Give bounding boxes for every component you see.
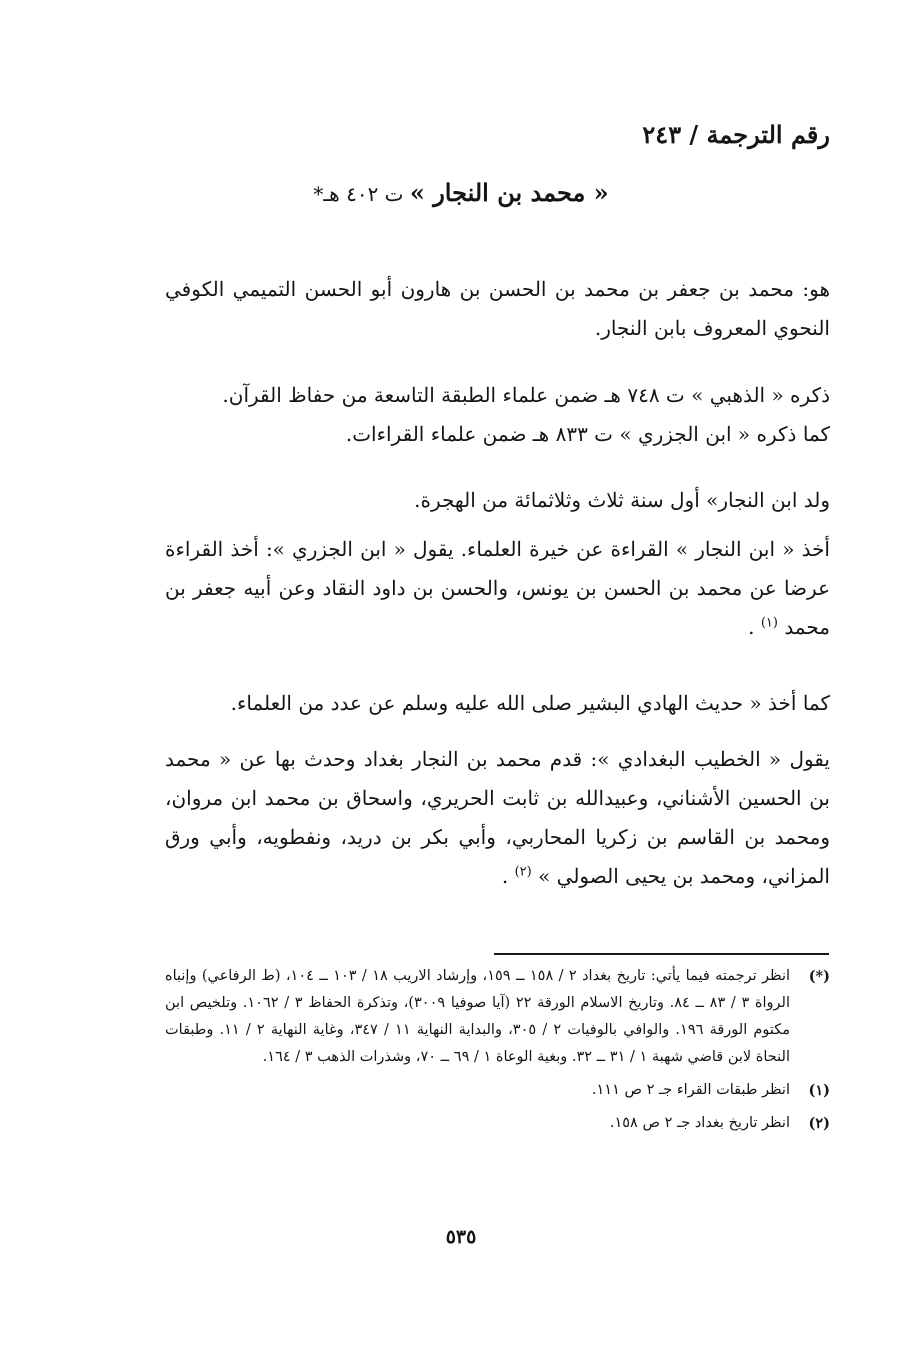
footnote-ref-1[interactable]: (١)	[760, 615, 778, 631]
paragraph-khatib	[165, 740, 830, 896]
biography-title-death-year: ت ٤٠٢ هـ*	[313, 182, 410, 206]
footnote-item	[165, 1077, 830, 1104]
footnotes-section	[165, 963, 830, 1137]
paragraph-birth: ولد ابن النجار» أول سنة ثلاث وثلاثمائة من الهجرة.	[414, 488, 830, 512]
footnote-mark: (*)	[808, 968, 830, 985]
page-number: ٥٣٥	[445, 1226, 477, 1248]
footnote-item	[165, 963, 830, 1071]
paragraph-teachers-end: .	[748, 615, 755, 639]
footnote-mark: (١)	[808, 1082, 830, 1099]
footnote-text: انظر طبقات القراء جـ ٢ ص ١١١.	[591, 1082, 790, 1098]
paragraph-khatib-end: .	[501, 864, 509, 888]
paragraph-teachers-text: أخذ « ابن النجار » القراءة عن خيرة العلماء. يقول « ابن الجزري »: أخذ القراءة عرضا عن محمد بن الحسن بن يونس، والحسن بن داود النقاد وعن أبيه جعفر بن محمد	[165, 537, 830, 639]
footnote-divider	[494, 953, 829, 955]
paragraph-mentions	[165, 376, 830, 454]
paragraph-hadith: كما أخذ « حديث الهادي البشير صلى الله عليه وسلم عن عدد من العلماء.	[230, 691, 830, 715]
footnote-text: انظر ترجمته فيما يأتي: تاريخ بغداد ٢ / ١٥٨ ــ ١٥٩، وإرشاد الاريب ١٨ / ١٠٣ ــ ١٠٤، (ط الرفاعي) وإنباه الرواة ٣ / ٨٣ ــ ٨٤. وتاريخ الاسلام الورقة ٢٢ (آيا صوفيا ٣٠٠٩)، وتذكرة الحفاظ ٣ / ١٠٦٢. وتلخيص ابن مكتوم الورقة ١٩٦. والوافي بالوفيات ٢ / ٣٠٥، والبداية النهاية ١١ / ٣٤٧، وغاية النهاية ٢ / ١١. وطبقات النحاة لابن قاضي شهبة ١ / ٣١ ــ ٣٢. وبغية الوعاة ١ / ٦٩ ــ ٧٠، وشذرات الذهب ٣ / ١٦٤.	[165, 968, 791, 1065]
paragraph-khatib-text: يقول « الخطيب البغدادي »: قدم محمد بن النجار بغداد وحدث بها عن « محمد بن الحسين الأشناني، وعبيدالله بن ثابت الحريري، واسحاق بن محمد ابن مروان، ومحمد بن القاسم بن زكريا المحاربي، وأبي بكر بن دريد، ونفطويه، وأبي ورق المزاني، ومحمد بن يحيى الصولي »	[165, 747, 830, 888]
footnote-text: انظر تاريخ بغداد جـ ٢ ص ١٥٨.	[609, 1115, 790, 1131]
translation-number-heading: رقم الترجمة / ٢٤٣	[642, 120, 830, 149]
paragraph-mentions-jazari: كما ذكره « ابن الجزري » ت ٨٣٣ هـ ضمن علماء القراءات.	[345, 422, 830, 446]
paragraph-teachers	[165, 530, 830, 647]
footnote-item	[165, 1110, 830, 1137]
paragraph-identity: هو: محمد بن جعفر بن محمد بن الحسن بن هارون أبو الحسن التميمي الكوفي النحوي المعروف بابن النجار.	[165, 277, 830, 340]
footnote-ref-2[interactable]: (٢)	[514, 864, 532, 880]
paragraph-mentions-dhahabi: ذكره « الذهبي » ت ٧٤٨ هـ ضمن علماء الطبقة التاسعة من حفاظ القرآن.	[222, 383, 830, 407]
footnote-mark: (٢)	[808, 1115, 830, 1132]
biography-title-name: « محمد بن النجار »	[409, 178, 609, 207]
biography-title	[0, 178, 922, 207]
